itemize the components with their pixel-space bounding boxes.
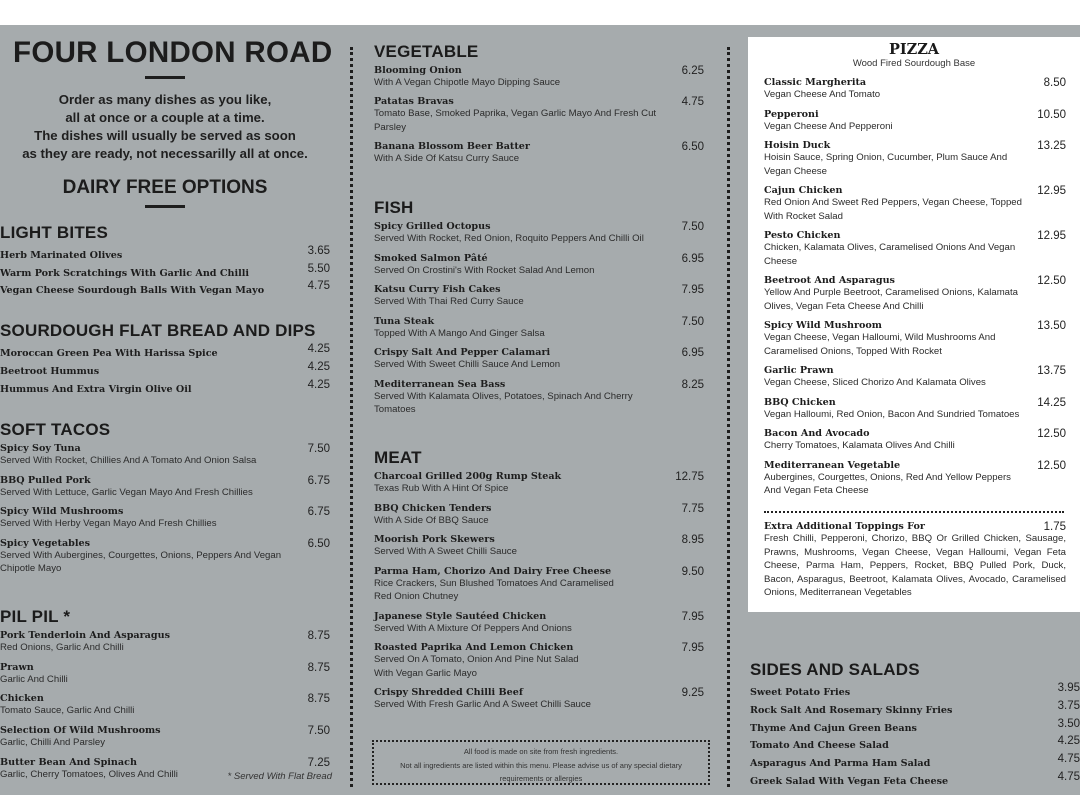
item-price: 7.75 [681,502,704,515]
item-description: Served With Rocket, Red Onion, Roquito Peppers And Chilli Oil [374,233,644,244]
item-name: Parma Ham, Chorizo And Dairy Free Cheese [374,565,612,577]
item-name: Katsu Curry Fish Cakes [374,284,501,295]
item-price: 7.95 [681,642,704,654]
menu-item [764,320,1066,365]
section-title-pil-pil: PIL PIL * [0,607,71,626]
item-price: 6.50 [307,537,330,550]
intro-line: The dishes will usually be served as soon [34,128,296,143]
item-name: Blooming Onion [374,65,462,76]
item-name: Pesto Chicken [764,230,841,241]
item-price: 4.75 [307,280,330,292]
pizza-list [764,77,1066,504]
menu-item [764,230,1066,275]
item-name: Cajun Chicken [764,185,843,196]
item-price: 4.75 [1057,770,1080,783]
menu-item [0,245,330,263]
item-price: 12.50 [1037,275,1066,287]
menu-item [0,280,330,298]
pizza-title: PIZZA [888,41,940,58]
item-name: Crispy Salt And Pepper Calamari [374,347,551,358]
item-price: 8.75 [307,630,330,642]
item-price: 12.50 [1037,459,1066,472]
item-price: 4.25 [1057,735,1080,748]
item-description: Garlic, Cherry Tomatoes, Olives And Chilli [0,768,178,780]
item-price: 7.95 [681,610,704,623]
item-name: Moroccan Green Pea With Harissa Spice [0,348,218,359]
item-description: Served On A Tomato, Onion And Pine Nut Salad With Vegan Garlic Mayo [374,654,579,679]
item-description: Garlic, Chilli And Parsley [0,737,106,749]
item-price: 6.50 [681,141,704,153]
item-price: 7.25 [307,756,330,769]
menu-item [0,693,330,725]
menu-item [374,611,704,643]
menu-item [750,682,1080,700]
item-name: Spicy Wild Mushroom [764,320,882,331]
pil-pil-list [0,630,330,788]
pizza-divider [764,511,1064,513]
item-price: 8.75 [307,693,330,706]
menu-item [764,397,1066,429]
item-name: Vegan Cheese Sourdough Balls With Vegan Mayo [0,285,265,296]
item-name: Beetroot And Asparagus [764,275,895,286]
item-description: Aubergines, Courgettes, Onions, Red And Yellow Peppers And Vegan Feta Cheese [764,471,1011,496]
item-description: Served With Fresh Garlic And A Sweet Chilli Sauce [374,699,592,710]
section-title-vegetable: VEGETABLE [374,42,479,61]
item-description: With A Side Of BBQ Sauce [374,514,489,526]
item-price: 7.50 [307,443,330,455]
menu-item [0,538,330,583]
menu-item [374,471,704,503]
menu-item [374,347,704,379]
vegetable-list [374,65,704,172]
menu-item [374,687,704,719]
item-price: 4.75 [1057,753,1080,766]
menu-item [374,503,704,535]
menu-item [0,343,330,361]
menu-item [764,185,1066,230]
item-description: Cherry Tomatoes, Kalamata Olives And Chilli [764,440,955,451]
menu-item [750,771,1080,789]
item-name: Garlic Prawn [764,365,834,376]
item-name: Pork Tenderloin And Asparagus [0,630,170,641]
menu-item [0,263,330,281]
item-description: Tomato Sauce, Garlic And Chilli [0,705,135,717]
item-name: Classic Margherita [764,77,867,88]
menu-item [0,361,330,379]
item-name: Chicken [0,693,44,705]
item-name: Mediterranean Sea Bass [374,378,506,390]
menu-item [764,460,1066,504]
item-price: 7.50 [681,315,704,328]
item-description: Topped With A Mango And Ginger Salsa [374,327,545,339]
item-description: Garlic And Chilli [0,673,68,685]
item-name: Selection Of Wild Mushrooms [0,725,161,737]
item-price: 9.25 [681,687,704,699]
menu-item [0,379,330,397]
item-name: Tuna Steak [374,315,435,327]
menu-item [750,735,1080,753]
item-price: 4.25 [307,343,330,355]
notice-line: Not all ingredients are listed within this menu. Please advise us of any special dietary requirements or allergies [400,760,682,783]
menu-item [764,365,1066,397]
item-price: 6.75 [307,474,330,487]
menu-item [374,566,704,611]
item-description: Served With Herby Vegan Mayo And Fresh Chillies [0,518,217,529]
section-title-meat: MEAT [374,448,422,467]
item-description: Served On Crostini's With Rocket Salad And Lemon [374,264,595,276]
item-description: Hoisin Sauce, Spring Onion, Cucumber, Plum Sauce And Vegan Cheese [764,152,1008,177]
menu-item [0,725,330,757]
light-bites-list [0,245,330,298]
section-title-sides: SIDES AND SALADS [750,660,920,679]
item-price: 3.50 [1057,717,1080,730]
item-description: Vegan Cheese, Sliced Chorizo And Kalamata Olives [764,377,986,388]
intro-text [0,91,330,163]
item-description: Red Onions, Garlic And Chilli [0,642,124,653]
item-name: Butter Bean And Spinach [0,756,137,768]
title-divider [145,76,185,79]
menu-item [0,506,330,538]
item-price: 3.75 [1057,699,1080,712]
menu-item [374,96,704,141]
item-price: 1.75 [1043,521,1066,533]
item-name: Spicy Soy Tuna [0,443,81,454]
subtitle-divider [145,205,185,208]
menu-item [374,316,704,348]
item-description: Served With Kalamata Olives, Potatoes, Spinach And Cherry Tomatoes [374,390,633,415]
item-price: 6.75 [307,506,330,518]
item-description: With A Vegan Chipotle Mayo Dipping Sauce [374,77,561,88]
item-name: Sweet Potato Fries [750,687,851,698]
item-description: Served With Aubergines, Courgettes, Onions, Peppers And Vegan Chipotle Mayo [0,549,282,574]
item-name: Spicy Grilled Octopus [374,221,491,232]
meat-list [374,471,704,719]
item-price: 12.95 [1037,185,1066,197]
intro-line: as they are ready, not necessarilly all at once. [22,146,308,161]
item-name: Mediterranean Vegetable [764,459,901,471]
menu-item [750,700,1080,718]
item-description: Served With A Mixture Of Peppers And Onions [374,622,572,634]
item-description: Yellow And Purple Beetroot, Caramelised Onions, Kalamata Olives, Vegan Feta Cheese And Chilli [764,287,1019,312]
item-description: With A Side Of Katsu Curry Sauce [374,153,520,164]
item-price: 8.25 [681,378,704,391]
notice-line: All food is made on site from fresh ingredients. [463,747,619,756]
item-description: Vegan Cheese And Pepperoni [764,120,893,132]
intro-line: Order as many dishes as you like, [58,92,272,107]
menu-item [750,753,1080,771]
soft-tacos-list [0,443,330,583]
item-name: BBQ Chicken [764,396,836,408]
menu-item [0,630,330,662]
item-price: 4.25 [307,378,330,391]
item-name: Banana Blossom Beer Batter [374,141,530,152]
item-name: Smoked Salmon Pâté [374,252,488,264]
item-price: 4.25 [307,360,330,373]
menu-item [764,275,1066,320]
menu-item [374,221,704,253]
menu-item [0,662,330,694]
fish-list [374,221,704,424]
item-price: 12.95 [1037,230,1066,242]
menu-item [374,141,704,172]
section-title-light-bites: LIGHT BITES [0,223,108,242]
menu-item [374,65,704,96]
item-description: Served With A Sweet Chilli Sauce [374,546,517,557]
item-price: 13.25 [1037,140,1066,152]
item-description: Red Onion And Sweet Red Peppers, Vegan Cheese, Topped With Rocket Salad [764,197,1022,222]
item-price: 3.95 [1057,682,1080,694]
item-description: Texas Rub With A Hint Of Spice [374,483,509,494]
item-name: Crispy Shredded Chilli Beef [374,687,523,698]
item-price: 13.75 [1037,365,1066,377]
item-price: 12.50 [1037,428,1066,440]
menu-item [764,109,1066,141]
section-title-fish: FISH [374,198,414,217]
item-price: 8.75 [307,661,330,674]
item-name: Hummus And Extra Virgin Olive Oil [0,383,192,395]
item-name: Greek Salad With Vegan Feta Cheese [750,775,949,787]
menu-item [374,379,704,424]
item-price: 7.95 [681,284,704,296]
item-price: 13.50 [1037,320,1066,332]
item-description: Vegan Cheese And Tomato [764,89,881,100]
item-name: Extra Additional Toppings For [764,521,925,532]
pizza-panel [748,37,1080,612]
restaurant-title: FOUR LONDON ROAD [13,36,333,69]
item-name: Japanese Style Sautéed Chicken [374,610,547,622]
intro-line: all at once or a couple at a time. [65,110,265,125]
item-name: BBQ Chicken Tenders [374,502,492,514]
menu-item [764,140,1066,185]
section-title-flat-bread: SOURDOUGH FLAT BREAD AND DIPS [0,321,316,340]
item-name: Bacon And Avocado [764,428,870,439]
item-price: 5.50 [307,262,330,275]
item-name: Moorish Pork Skewers [374,534,495,545]
menu-item [374,534,704,566]
item-name: Charcoal Grilled 200g Rump Steak [374,471,562,482]
item-description: Tomato Base, Smoked Paprika, Vegan Garlic Mayo And Fresh Cut Parsley [374,108,657,133]
item-price: 4.75 [681,96,704,108]
dairy-free-heading: DAIRY FREE OPTIONS [62,177,268,198]
item-price: 7.50 [307,725,330,738]
item-name: Herb Marinated Olives [0,250,123,261]
item-price: 9.50 [681,565,704,578]
column-divider [350,47,353,787]
menu-item [374,284,704,316]
menu-item [374,253,704,285]
item-description: Vegan Halloumi, Red Onion, Bacon And Sundried Tomatoes [764,408,1020,420]
item-description: Served With Lettuce, Garlic Vegan Mayo And Fresh Chillies [0,486,253,498]
pizza-subtitle: Wood Fired Sourdough Base [852,58,976,69]
pil-pil-footnote: * Served With Flat Bread [227,771,332,782]
item-name: Rock Salt And Rosemary Skinny Fries [750,704,953,716]
column-divider [727,47,730,787]
item-name: Spicy Vegetables [0,537,91,549]
item-price: 12.75 [675,471,704,483]
item-price: 7.50 [681,221,704,233]
menu-item [764,77,1066,109]
item-price: 6.25 [681,65,704,77]
menu-item [374,642,704,687]
item-description: Fresh Chilli, Pepperoni, Chorizo, BBQ Or Grilled Chicken, Sausage, Prawns, Mushrooms, Vegan Cheese, Vegan Halloumi, Vegan Feta Cheese, Parma Ham, Peppers, Rocket, BBQ Pulled Pork, Duck, Bacon, Asparagus, Beetroot, Kalamata Olives, Avocado, Caramelised Onions, Mediterranean Vegetables [764,533,1066,598]
item-description: Served With Thai Red Curry Sauce [374,296,524,307]
item-name: Spicy Wild Mushrooms [0,506,124,517]
section-title-soft-tacos: SOFT TACOS [0,420,111,439]
item-name: Pepperoni [764,108,819,120]
item-price: 14.25 [1037,396,1066,409]
extra-toppings [764,521,1066,600]
item-name: Hoisin Duck [764,140,831,151]
item-price: 8.50 [1043,77,1066,89]
item-price: 8.95 [681,534,704,546]
item-price: 10.50 [1037,108,1066,121]
item-price: 3.65 [307,245,330,257]
item-name: Patatas Bravas [374,96,454,107]
item-description: Chicken, Kalamata Olives, Caramelised Onions And Vegan Cheese [764,242,1016,267]
item-name: Roasted Paprika And Lemon Chicken [374,642,574,653]
item-description: Served With Rocket, Chillies And A Tomato And Onion Salsa [0,455,257,466]
menu-item [764,428,1066,460]
item-name: BBQ Pulled Pork [0,474,91,486]
item-description: Rice Crackers, Sun Blushed Tomatoes And Caramelised Red Onion Chutney [374,577,614,602]
item-price: 6.95 [681,252,704,265]
item-description: Vegan Cheese, Vegan Halloumi, Wild Mushrooms And Caramelised Onions, Topped With Rocket [764,332,996,357]
flat-bread-list [0,343,330,396]
sides-list [750,682,1080,789]
item-name: Tomato And Cheese Salad [750,740,889,752]
item-name: Asparagus And Parma Ham Salad [750,758,931,770]
item-price: 6.95 [681,347,704,359]
item-name: Prawn [0,661,34,673]
menu-item [0,443,330,475]
item-description: Served With Sweet Chilli Sauce And Lemon [374,359,561,370]
item-name: Thyme And Cajun Green Beans [750,722,917,734]
menu-item [0,475,330,507]
item-name: Beetroot Hummus [0,365,100,377]
allergy-notice [372,740,710,785]
menu-item [750,718,1080,736]
item-name: Warm Pork Scratchings With Garlic And Chilli [0,267,250,279]
